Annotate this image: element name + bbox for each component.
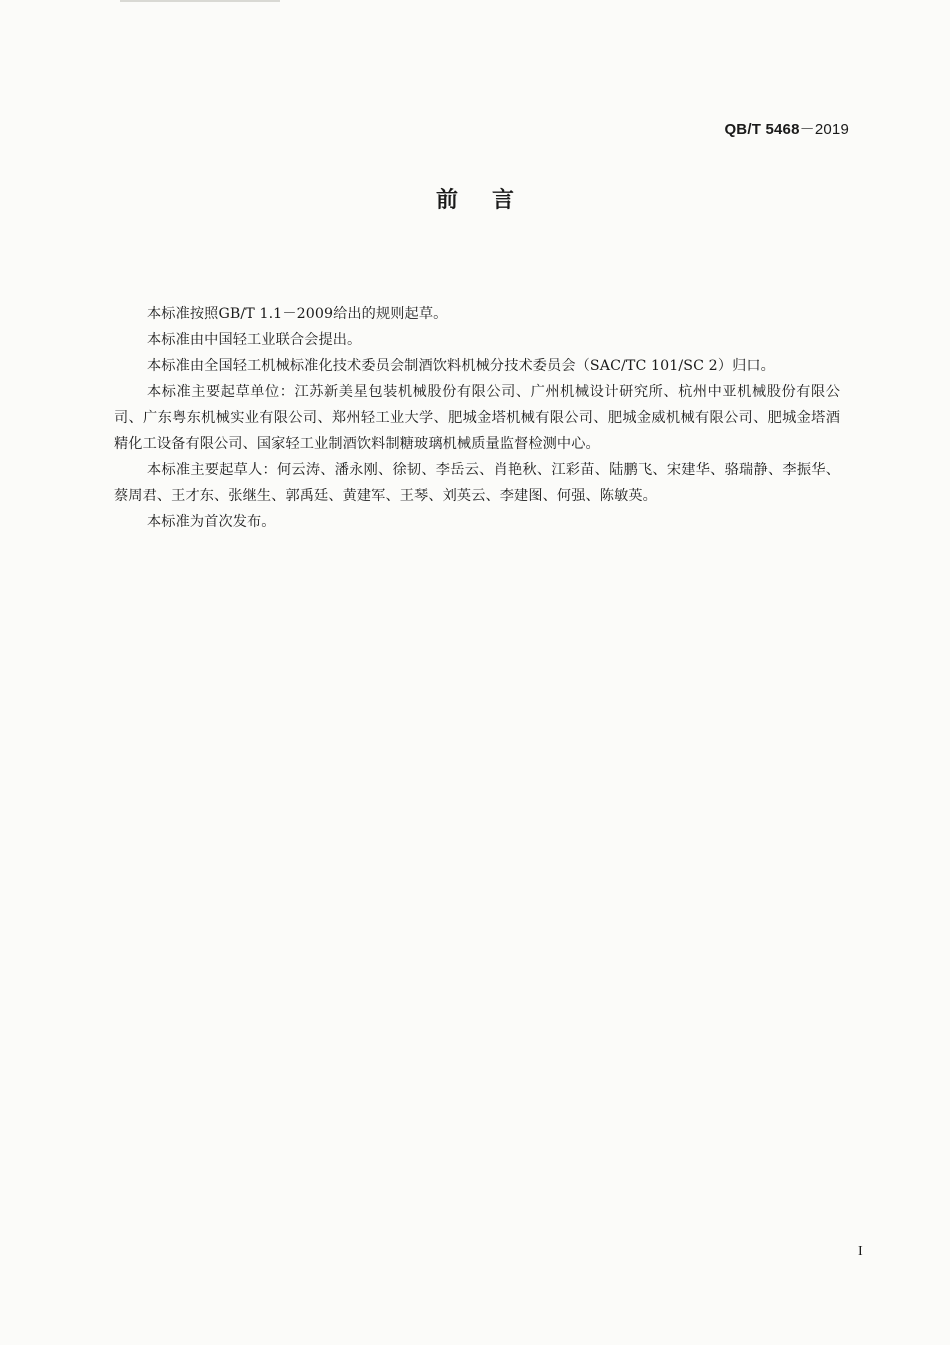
scan-artifact [120,0,280,2]
paragraph-committee: 本标准由全国轻工机械标准化技术委员会制酒饮料机械分技术委员会（SAC/TC 101/SC 2）归口。 [147,358,775,374]
standard-code: QB/T [724,121,762,138]
standard-year: －2019 [799,121,849,138]
paragraph-drafting-units: 本标准主要起草单位：江苏新美星包装机械股份有限公司、广州机械设计研究所、杭州中亚机械股份有限公司、广东粤东机械实业有限公司、郑州轻工业大学、肥城金塔机械有限公司、肥城金威机械有限公司、肥城金塔酒精化工设备有限公司、国家轻工业制酒饮料制糖玻璃机械质量监督检测中心。 [114,384,840,452]
foreword-body [114,301,840,535]
page-number: I [858,1244,863,1259]
page-title: 前言 [435,188,548,213]
paragraph-drafters: 本标准主要起草人：何云涛、潘永刚、徐韧、李岳云、肖艳秋、江彩苗、陆鹏飞、宋建华、骆瑞静、李振华、蔡周君、王才东、张继生、郭禹廷、黄建军、王琴、刘英云、李建图、何强、陈敏英。 [114,462,840,504]
paragraph-first-release: 本标准为首次发布。 [147,514,276,530]
standard-number [724,118,849,139]
standard-number-value: 5468 [765,121,800,138]
paragraph-proposer: 本标准由中国轻工业联合会提出。 [147,332,362,348]
paragraph-drafting-rules: 本标准按照GB/T 1.1－2009给出的规则起草。 [147,306,448,322]
